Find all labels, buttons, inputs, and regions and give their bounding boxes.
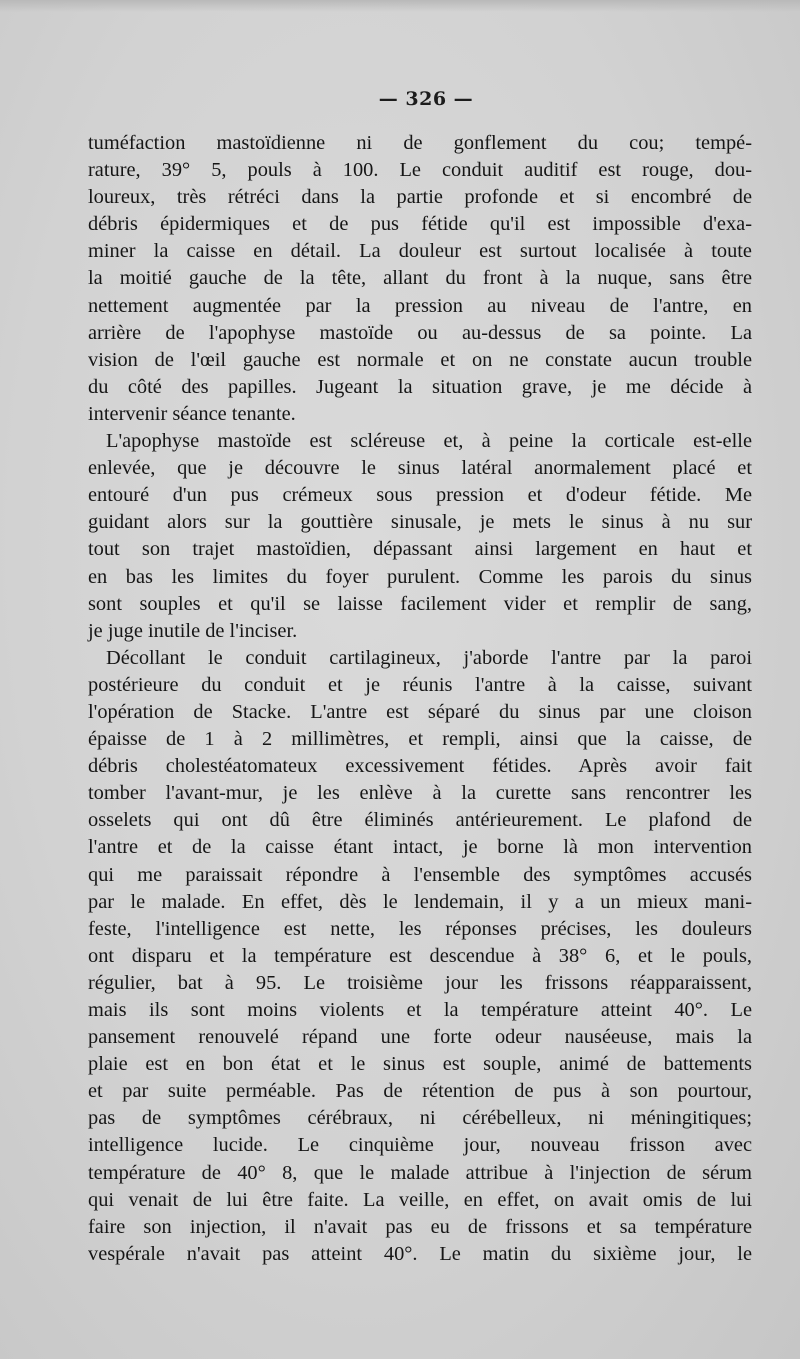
text-line: nettement augmentée par la pression au niveau de l'antre, en bbox=[88, 294, 752, 317]
text-line: pansement renouvelé répand une forte odeur nauséeuse, mais la bbox=[88, 1026, 752, 1049]
text-line: régulier, bat à 95. Le troisième jour les frissons réapparaissent, bbox=[88, 971, 752, 994]
text-line: vision de l'œil gauche est normale et on ne constate aucun trouble bbox=[88, 348, 752, 371]
text-line: tomber l'avant-mur, je les enlève à la curette sans rencontrer les bbox=[88, 782, 752, 805]
text-line: miner la caisse en détail. La douleur est surtout localisée à toute bbox=[88, 240, 752, 263]
text-line: l'opération de Stacke. L'antre est séparé du sinus par une cloison bbox=[88, 700, 752, 723]
body-text bbox=[88, 130, 752, 1268]
text-line: débris cholestéatomateux excessivement fétides. Après avoir fait bbox=[88, 755, 752, 778]
text-line: arrière de l'apophyse mastoïde ou au-dessus de sa pointe. La bbox=[88, 321, 752, 344]
text-line: je juge inutile de l'inciser. bbox=[88, 619, 298, 642]
text-line: du côté des papilles. Jugeant la situation grave, je me décide à bbox=[88, 375, 752, 398]
text-line: par le malade. En effet, dès le lendemain, il y a un mieux mani- bbox=[88, 890, 752, 913]
text-line: Décollant le conduit cartilagineux, j'aborde l'antre par la paroi bbox=[106, 646, 752, 669]
text-line: osselets qui ont dû être éliminés antérieurement. Le plafond de bbox=[88, 809, 752, 832]
text-line: débris épidermiques et de pus fétide qu'il est impossible d'exa- bbox=[88, 213, 752, 236]
text-line: guidant alors sur la gouttière sinusale, je mets le sinus à nu sur bbox=[88, 511, 752, 534]
text-line: ont disparu et la température est descendue à 38° 6, et le pouls, bbox=[88, 944, 752, 967]
text-line: température de 40° 8, que le malade attribue à l'injection de sérum bbox=[88, 1161, 752, 1184]
text-line: entouré d'un pus crémeux sous pression et d'odeur fétide. Me bbox=[88, 484, 752, 507]
text-line: vespérale n'avait pas atteint 40°. Le matin du sixième jour, le bbox=[88, 1242, 752, 1265]
text-line: intelligence lucide. Le cinquième jour, nouveau frisson avec bbox=[88, 1134, 752, 1157]
text-line: tout son trajet mastoïdien, dépassant ainsi largement en haut et bbox=[88, 538, 752, 561]
text-line: rature, 39° 5, pouls à 100. Le conduit auditif est rouge, dou- bbox=[88, 159, 752, 182]
text-line: intervenir séance tenante. bbox=[88, 402, 296, 425]
text-line: épaisse de 1 à 2 millimètres, et rempli, ainsi que la caisse, de bbox=[88, 728, 752, 751]
text-line: la moitié gauche de la tête, allant du front à la nuque, sans être bbox=[88, 267, 752, 290]
text-line: mais ils sont moins violents et la température atteint 40°. Le bbox=[88, 999, 752, 1021]
text-line: en bas les limites du foyer purulent. Comme les parois du sinus bbox=[88, 565, 752, 588]
text-line: enlevée, que je découvre le sinus latéral anormalement placé et bbox=[88, 457, 752, 480]
text-line: L'apophyse mastoïde est scléreuse et, à peine la corticale est-elle bbox=[106, 430, 752, 453]
text-line: pas de symptômes cérébraux, ni cérébelleux, ni méningitiques; bbox=[88, 1107, 752, 1130]
text-line: postérieure du conduit et je réunis l'antre à la caisse, suivant bbox=[88, 673, 752, 696]
text-line: tuméfaction mastoïdienne ni de gonflement du cou; tempé- bbox=[88, 132, 752, 154]
page-number: — 326 — bbox=[378, 88, 474, 110]
text-line: plaie est en bon état et le sinus est souple, animé de battements bbox=[88, 1053, 752, 1076]
text-line: faire son injection, il n'avait pas eu de frissons et sa température bbox=[88, 1215, 752, 1238]
text-line: et par suite perméable. Pas de rétention de pus à son pourtour, bbox=[88, 1080, 752, 1103]
text-line: feste, l'intelligence est nette, les réponses précises, les douleurs bbox=[88, 917, 752, 940]
text-line: loureux, très rétréci dans la partie profonde et si encombré de bbox=[88, 186, 752, 209]
text-line: qui venait de lui être faite. La veille, en effet, on avait omis de lui bbox=[88, 1188, 752, 1211]
text-line: l'antre et de la caisse étant intact, je borne là mon intervention bbox=[88, 836, 752, 859]
text-line: qui me paraissait répondre à l'ensemble des symptômes accusés bbox=[88, 863, 752, 886]
text-line: sont souples et qu'il se laisse facilement vider et remplir de sang, bbox=[88, 592, 752, 615]
